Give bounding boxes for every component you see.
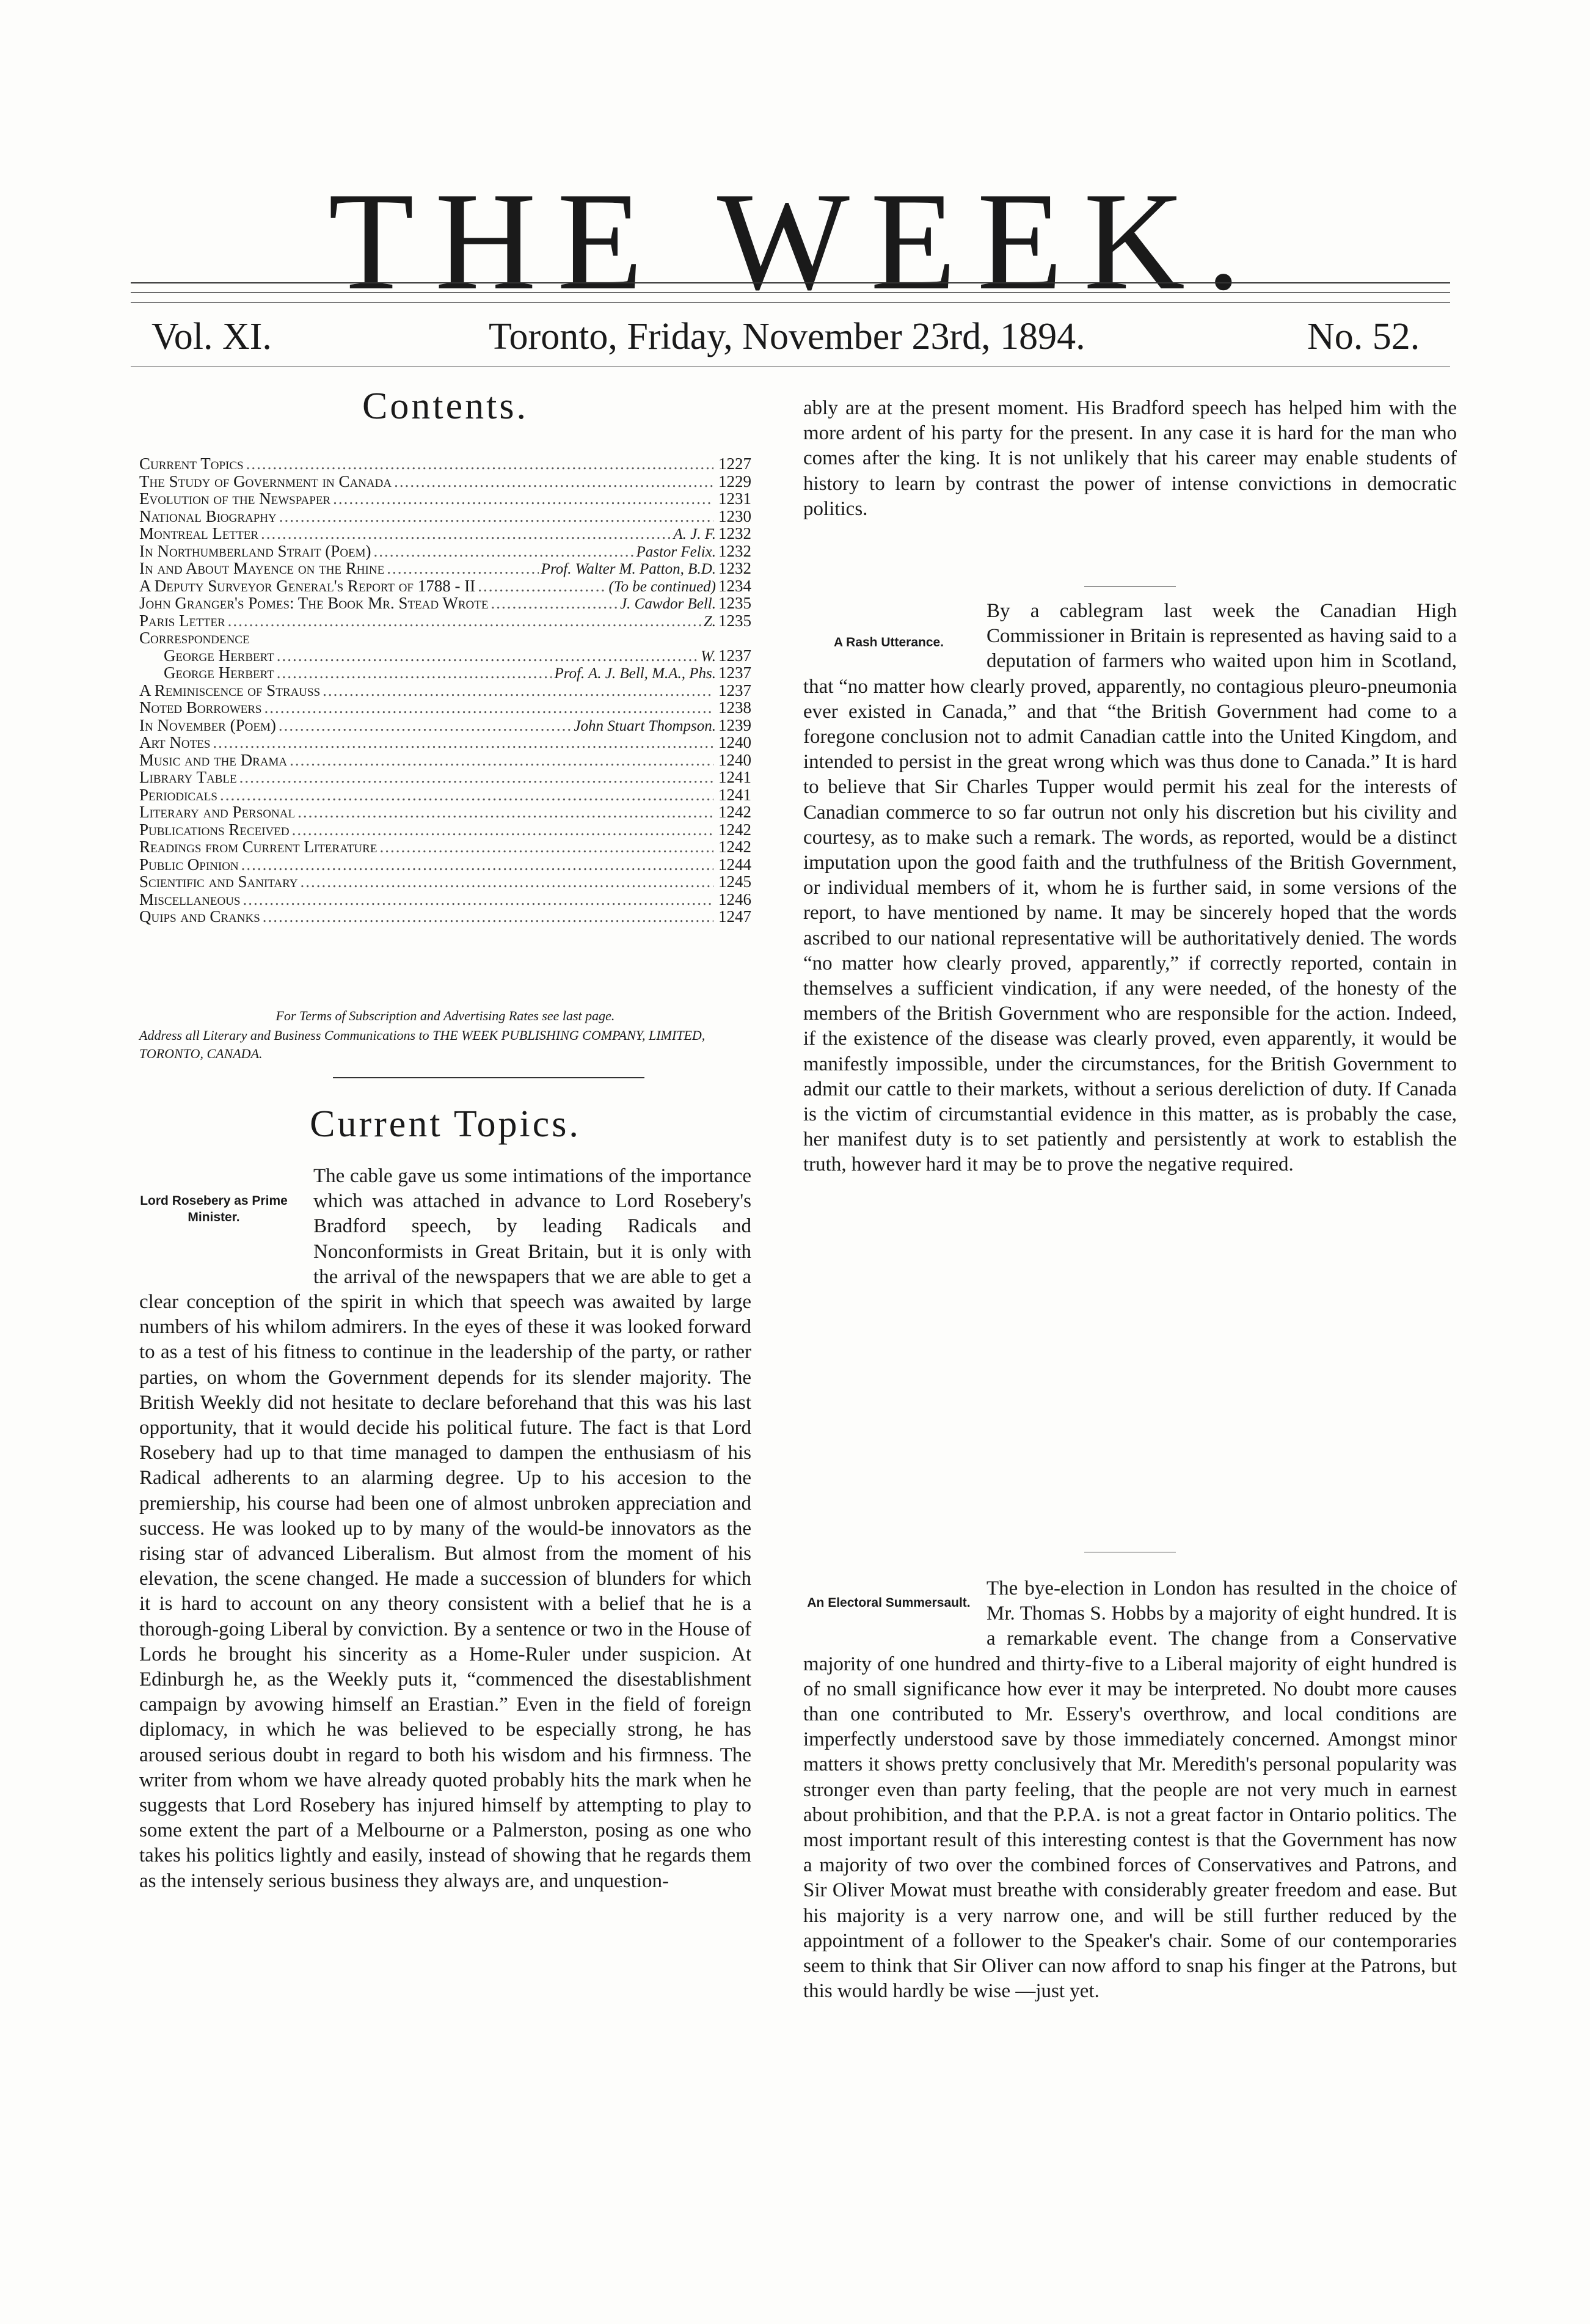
- contents-item-title: Scientific and Sanitary: [139, 872, 298, 891]
- contents-item: [139, 647, 751, 665]
- contents-leader-dots: [213, 734, 713, 751]
- contents-item: [139, 508, 751, 525]
- contents-leader-dots: [333, 490, 713, 508]
- contents-item: [139, 664, 751, 682]
- contents-leader-dots: [243, 891, 713, 908]
- contents-item: [139, 682, 751, 700]
- contents-leader-dots: [228, 612, 701, 630]
- contents-item: [139, 699, 751, 717]
- contents-leader-dots: [263, 908, 713, 926]
- contents-item-page: 1232: [718, 559, 751, 577]
- contents-item: [139, 734, 751, 751]
- current-topics-heading: Current Topics.: [310, 1103, 581, 1145]
- contents-item-title: Miscellaneous: [139, 890, 241, 908]
- masthead-rule-bottom: [131, 302, 1450, 303]
- para-electoral-summersault: The bye-election in London has resulted in the choice of Mr. Thomas S. Hobbs by a majority of eight hundred. It is a remarkable event. The change from a Conservative majority of one hundred and thirty-five to a Liberal majority of eight hundred is of no small significance how ever it may be interpreted. No doubt more causes than one contributed to Mr. Essery's overthrow, and local conditions are imperfectly understood save by those immediately concerned. Amongst minor matters it shows pretty conclusively that Mr. Meredith's personal popularity was stronger even than party feeling, that the people are not very much in earnest about prohibition, and that the P.P.A. is not a great factor in Ontario politics. The most important result of this interesting contest is that the Government has now a majority of two over the combined forces of Conservatives and Patrons, and Sir Oliver Mowat must breathe with considerably greater freedom and ease. But his majority is a very narrow one, and will be still further reduced by the appointment of a follower to the Speaker's chair. Some of our contemporaries seem to think that Sir Oliver can now afford to snap his finger at the Patrons, but this would hardly be wise —just yet.: [803, 1577, 1457, 2003]
- contents-leader-dots: [220, 786, 713, 804]
- contents-item-page: 1238: [718, 698, 751, 717]
- contents-item-page: 1229: [718, 472, 751, 491]
- contents-item-title: Publications Received: [139, 820, 290, 839]
- contents-item: [139, 525, 751, 543]
- contents-item-title: John Granger's Pomes: The Book Mr. Stead Wrote: [139, 594, 489, 612]
- contents-item-page: 1237: [718, 646, 751, 665]
- contents-item-page: 1235: [718, 611, 751, 630]
- masthead-title: THE WEEK.: [328, 163, 1262, 319]
- contents-item: [139, 786, 751, 804]
- contents-item-title: Music and the Drama: [139, 750, 288, 769]
- contents-item-author: Z.: [703, 613, 716, 630]
- contents-leader-dots: [279, 508, 713, 525]
- contents-item-author: A. J. F.: [673, 526, 716, 543]
- contents-item-title: Current Topics: [139, 455, 244, 473]
- issue-volume: Vol. XI.: [151, 316, 272, 357]
- contents-item: [139, 717, 751, 734]
- contents-item-title: Periodicals: [139, 785, 217, 804]
- contents-leader-dots: [478, 577, 606, 595]
- article-electoral-summersault: [803, 1576, 1457, 2004]
- contents-item-title: Public Opinion: [139, 855, 239, 874]
- contents-leader-dots: [292, 821, 713, 839]
- contents-list: [139, 455, 751, 926]
- contents-item-page: 1232: [718, 541, 751, 560]
- contents-item: [139, 560, 751, 577]
- contents-item: [139, 856, 751, 874]
- contents-item-title: In November (Poem): [139, 715, 276, 734]
- contents-item-page: 1242: [718, 838, 751, 856]
- contents-item-title: George Herbert: [164, 646, 274, 665]
- contents-item-title: National Biography: [139, 506, 277, 525]
- contents-item-title: Noted Borrowers: [139, 698, 262, 717]
- contents-item-page: 1247: [718, 907, 751, 926]
- contents-leader-dots: [394, 473, 713, 491]
- contents-item-page: 1242: [718, 820, 751, 839]
- contents-item-author: John Stuart Thompson.: [574, 717, 716, 734]
- contents-item-page: 1242: [718, 803, 751, 821]
- contents-item-author: Prof. Walter M. Patton, B.D.: [541, 561, 716, 577]
- contents-item-page: 1230: [718, 506, 751, 525]
- contents-leader-dots: [323, 682, 713, 700]
- contents-item: [139, 629, 751, 647]
- contents-leader-dots: [297, 803, 713, 821]
- contents-leader-dots: [290, 751, 713, 769]
- contents-leader-dots: [387, 560, 538, 577]
- contents-item-title: George Herbert: [164, 663, 274, 682]
- contents-item-page: 1244: [718, 855, 751, 874]
- contents-item-title: Readings from Current Literature: [139, 838, 377, 856]
- contents-item-page: 1241: [718, 785, 751, 804]
- contents-heading: Contents.: [362, 386, 528, 427]
- contents-item-title: Montreal Letter: [139, 524, 259, 543]
- article-lord-rosebery: [139, 1164, 751, 1894]
- masthead-rule-mid: [131, 292, 1450, 293]
- contents-item-page: 1231: [718, 489, 751, 508]
- contents-item: [139, 543, 751, 560]
- contents-item: [139, 838, 751, 856]
- contents-item-title: Literary and Personal: [139, 803, 296, 821]
- contents-item-page: 1234: [718, 576, 751, 595]
- contents-item-page: 1239: [718, 715, 751, 734]
- contents-item-title: Paris Letter: [139, 611, 225, 630]
- contents-item: [139, 873, 751, 891]
- contents-item: [139, 612, 751, 630]
- contents-item-author: Prof. A. J. Bell, M.A., Phs.: [554, 665, 716, 682]
- sidehead-electoral-summersault: An Electoral Summersault.: [807, 1596, 971, 1610]
- contents-item: [139, 908, 751, 926]
- contents-item: [139, 803, 751, 821]
- para-rash-utterance: By a cablegram last week the Canadian High Commissioner in Britain is represented as having said to a deputation of farmers who waited upon him in Scotland, that “no matter how clearly proved, apparently, no contagious pleuro-pneumonia ever existed in Canada,” and that “the British Government had come to a foregone conclusion not to admit Canadian cattle into the United Kingdom, and intended to persist in the great wrong which was thus done to Canada.” It is hard to believe that Sir Charles Tupper would permit his zeal for the interests of Canadian commerce to so far outrun not only his discretion but his civility and courtesy, as to make such a remark. The words, as reported, would be a distinct imputation upon the good faith and the truthfulness of the British Government, or individual members of it, whom he is further said, in some versions of the report, to have mentioned by name. It may be sincerely hoped that the words ascribed to our national representative will be authoritatively denied. The words “no matter how clearly proved, apparently,” if correctly reported, contain in themselves a sufficient vindication, if any were needed, of the honesty of the members of the British Government who are responsible for the action. Indeed, if the existence of the disease was clearly proved, even apparently, it would be manifestly impossible, under the circumstances, for the British Government to admit our cattle to their markets, without a serious dereliction of duty. If Canada is the victim of circumstantial evidence in this matter, as is probably the case, her manifest duty is to set patiently and persistently at work to establish the truth, however hard it may be to prove the negative required.: [803, 600, 1457, 1176]
- contents-note-address: Address all Literary and Business Communications to THE WEEK PUBLISHING COMPANY, LIMITED, TORONTO, CANADA.: [139, 1028, 706, 1061]
- contents-leader-dots: [261, 525, 671, 543]
- issue-number: No. 52.: [1307, 316, 1420, 357]
- contents-item: [139, 751, 751, 769]
- contents-leader-dots: [241, 856, 713, 874]
- contents-item-title: Art Notes: [139, 733, 211, 751]
- contents-item-page: 1227: [718, 455, 751, 473]
- contents-item: [139, 455, 751, 473]
- contents-item-author: J. Cawdor Bell.: [620, 596, 716, 612]
- sidehead-rash-utterance: A Rash Utterance.: [833, 635, 944, 649]
- contents-item: [139, 473, 751, 491]
- contents-item-page: 1241: [718, 768, 751, 786]
- sidehead-lord-rosebery: Lord Rosebery as Prime Minister.: [140, 1194, 288, 1224]
- contents-item-author: (To be continued): [608, 578, 716, 595]
- divider-1: [1084, 586, 1176, 587]
- contents-leader-dots: [239, 769, 713, 786]
- contents-leader-dots: [277, 664, 552, 682]
- contents-item-page: 1240: [718, 733, 751, 751]
- contents-leader-dots: [264, 699, 713, 717]
- article-rosebery-cont: [803, 396, 1457, 522]
- contents-item-title: Evolution of the Newspaper: [139, 489, 331, 508]
- contents-item-title: In Northumberland Strait (Poem): [139, 541, 371, 560]
- contents-item-title: The Study of Government in Canada: [139, 472, 392, 491]
- contents-item-page: 1245: [718, 872, 751, 891]
- contents-leader-dots: [277, 647, 698, 665]
- contents-item: [139, 821, 751, 839]
- contents-item: [139, 490, 751, 508]
- contents-item-page: 1237: [718, 663, 751, 682]
- contents-item-page: 1246: [718, 890, 751, 908]
- contents-note-terms: For Terms of Subscription and Advertising Rates see last page.: [275, 1008, 615, 1023]
- contents-item-title: In and About Mayence on the Rhine: [139, 559, 385, 577]
- contents-item: [139, 769, 751, 786]
- contents-item-page: 1240: [718, 750, 751, 769]
- masthead-rule-top: [131, 282, 1450, 283]
- contents-item-author: Pastor Felix.: [636, 543, 716, 560]
- contents-leader-dots: [300, 873, 713, 891]
- contents-item-author: W.: [701, 648, 716, 665]
- issue-dateline: Toronto, Friday, November 23rd, 1894.: [489, 316, 1085, 357]
- contents-item-page: 1232: [718, 524, 751, 543]
- contents-leader-dots: [379, 838, 713, 856]
- contents-item-page: 1235: [718, 594, 751, 612]
- contents-item-title: A Deputy Surveyor General's Report of 1788 - II: [139, 576, 476, 595]
- para-lord-rosebery-cont: ably are at the present moment. His Bradford speech has helped him with the more ardent of his party for the present. In any case it is hard for the man who comes after the king. It is not unlikely that his career may enable students of history to learn by contrast the power of intense convictions in democratic politics.: [803, 397, 1457, 520]
- contents-rule: [333, 1077, 644, 1078]
- contents-item: [139, 594, 751, 612]
- contents-item-title: A Reminiscence of Strauss: [139, 681, 321, 700]
- contents-leader-dots: [279, 717, 572, 734]
- contents-item-title: Library Table: [139, 768, 237, 786]
- contents-item-title: Quips and Cranks: [139, 907, 260, 926]
- contents-item-page: 1237: [718, 681, 751, 700]
- para-lord-rosebery: The cable gave us some intimations of the importance which was attached in advance to Lord Rosebery's Bradford speech, by leading Radicals and Nonconformists in Great Britain, but it is only with the arrival of the newspapers that we are able to get a clear conception of the spirit in which that speech was awaited by large numbers of his whilom admirers. In the eyes of these it was looked forward to as a test of his fitness to continue in the leadership of the party, or rather parties, on whom the Government depends for its slender majority. The British Weekly did not hesitate to declare beforehand that this was his last opportunity, that it would decide his political future. The fact is that Lord Rosebery had up to that time managed to dampen the enthusiasm of his Radical adherents to an alarming degree. Up to his accesion to the premiership, his course had been one of almost unbroken appreciation and success. He was looked up to by many of the would-be innovators as the rising star of advanced Liberalism. But almost from the moment of his elevation, the scene changed. He made a succession of blunders for which it is hard to account on any theory consistent with a belief that he is a thorough-going Liberal by conviction. By a sentence or two in the House of Lords he brought his sincerity as a Home-Ruler under suspicion. At Edinburgh he, as the Weekly puts it, “commenced the disestablishment campaign by avowing himself an Erastian.” Even in the field of foreign diplomacy, in which he was believed to be especially strong, he has aroused serious doubt in regard to both his wisdom and his firmness. The writer from whom we have already quoted probably hits the mark when he suggests that Lord Rosebery has injured himself by attempting to play to some extent the part of a Melbourne or a Palmerston, posing as one who takes his politics lightly and easily, instead of showing that he regards them as the intensely serious business they always are, and unquestion-: [139, 1165, 751, 1892]
- contents-leader-dots: [246, 455, 713, 473]
- contents-item-title: Correspondence: [139, 629, 250, 647]
- contents-item: [139, 577, 751, 595]
- article-rash-utterance: [803, 599, 1457, 1178]
- contents-leader-dots: [374, 543, 634, 560]
- contents-leader-dots: [490, 594, 618, 612]
- contents-item: [139, 891, 751, 908]
